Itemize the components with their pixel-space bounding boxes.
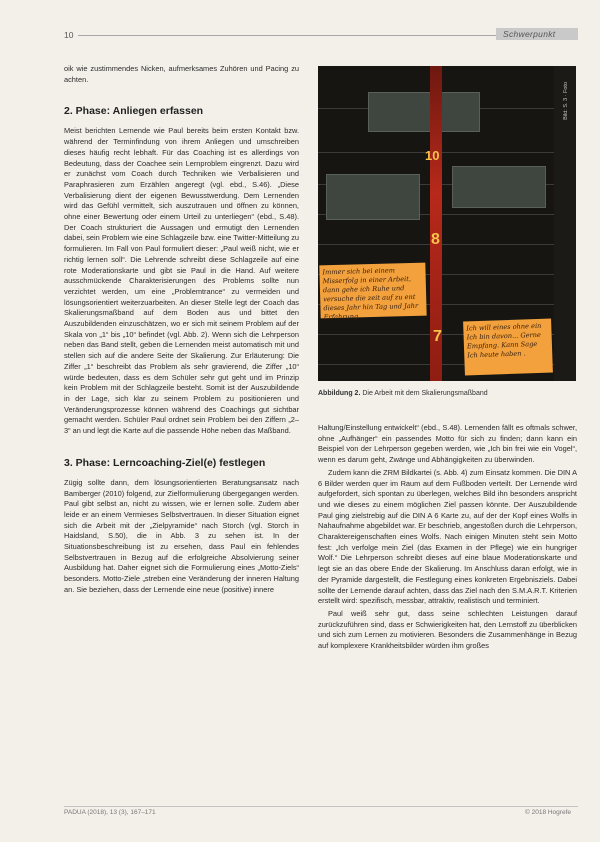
right-paragraph-3: Paul weiß sehr gut, dass seine schlechten Leistungen darauf zurückzuführen sind, dass er Schwierigkeiten hat, den Lernstoff zu überblicken und sich zum Lernen zu motivieren. Besonders die Zusammenhänge in Bezug auf komplexere Krankheitsbilder würden ihm großes xyxy=(318,608,577,651)
right-paragraph-1: Haltung/Einstellung entwickelt“ (ebd., S.48). Lernenden fällt es oftmals schwer, ohne „Aufhänger“ ein passendes Motto für sich zu finden; dann kann ein Beispiel von der Lehrperson gegeben werden, wie „Ich bin frei wie ein Vogel“, wenn es darum geht, Zwänge und Abhängigkeiten zu überwinden. xyxy=(318,423,577,465)
caption-label: Abbildung 2. xyxy=(318,390,361,397)
footer-publisher: © 2018 Hogrefe xyxy=(525,809,571,816)
footer-citation: PADUA (2018), 13 (3), 167–171 xyxy=(64,809,156,816)
right-paragraph-2: Zudem kann die ZRM Bildkartei (s. Abb. 4) zum Einsatz kommen. Die DIN A 6 Bilder werden quer im Raum auf dem Fußboden verteilt. Der Lernende wird aufgefordert, sich spontan zu überlegen, welches Bild ihn besonders anspricht und wie dieses zu einem möglichen Ziel passen könnte. Der Auszubildende Paul ging zielstrebig auf die DIN A 6 Karte zu, auf der der Kopf eines Wolfs in Nahaufnahme abgebildet war. Er beschrieb, angestoßen durch die Lehrperson, Charaktereigenschaften eines Wolfs. Nach einigen Minuten steht sein Motto fest: „Ich verfolge mein Ziel (das Examen in der Pflege) wie ein hungriger Wolf.“ Die Lehrperson schreibt dieses auf eine blaue Moderationskarte und legt sie an das obere Ende der Skalierung. Im Anschluss daran erfolgt, wie in der Pyramide dargestellt, die Festlegung eines konkreten Ergebnisziels. Dabei sollte der Lernende darauf achten, dass das Ziel nach den S.M.A.R.T. Kriterien erstellt wird: spezifisch, messbar, attraktiv, realistisch und terminiert. xyxy=(318,467,577,606)
orange-note-left: Immer sich bei einem Misserfolg in einer Arbeit, dann gehe ich Ruhe und versuche die zeit auf zu ent dieses Jahr hin Tag und Jahr Erfahrung xyxy=(319,263,426,319)
orange-note-right: Ich will eines ohne ein Ich bin davon... Gerne Empfang. Kann Sage Ich heute haben . xyxy=(463,318,553,375)
section-title: Schwerpunkt xyxy=(503,29,556,39)
scale-number-7: 7 xyxy=(433,328,442,345)
card-left xyxy=(326,174,420,220)
header-rule xyxy=(78,35,496,36)
card-right xyxy=(452,166,546,208)
figure-caption xyxy=(318,390,488,397)
caption-text: Die Arbeit mit dem Skalierungsmaßband xyxy=(362,390,488,397)
footer-rule xyxy=(64,806,578,807)
figure-photo xyxy=(318,66,554,381)
section-2-paragraph: Meist berichten Lernende wie Paul bereits beim ersten Kontakt bzw. während der Terminfindung von ihrem Anliegen und umschreiben dieses häufig recht lebhaft. Für das Coaching ist es allerdings von Bedeutung, dass der Coachee sein Lernproblem eingrenzt. Dazu wird er zunächst vom Coach durch Techniken wie Verbalisieren und Paraphrasieren zum Erzählen angeregt (vgl. ebd., S.46). „Diese Verbalisierung dient der eigenen Bewusstwerdung. Dem Lernenden wird das Gefühl vermittelt, sich auszutrauen und öffnen zu können, ohne einer Bewertung oder einem Urteil zu unterliegen“ (ebd., S.48). Der Coach strukturiert die Aussagen und ermutigt den Lernenden dabei, sein Problem wie eine Schlagzeile bzw. eine Twitter-Mitteilung zu formulieren. Im Fall von Paul formuliert dieser: „Paul weiß nicht, wie er richtig lernen soll“. Die Lehrende schreibt diese Schlagzeile auf eine rote Moderationskarte und gibt sie Paul in die Hand. Auf weitere ausschmückende Charakterisierungen des Problems sollte nun verzichtet werden, um eine „Problemtrance“ zu vermeiden und lösungsorientiert weiterzuarbeiten. An dieser Stelle legt der Coach das Skalierungsmaßband auf dem Boden aus und bittet den Auszubildenden einzuschätzen, wo er sich mit seinem Problem auf der Skala von „1“ bis „10“ befindet (vgl. Abb. 2). Wenn sich die Lehrperson neben das Band stellt, geben die Lernenden meist automatisch mit und stellen sich auf die andere Seite der Skalierung. Zur Erläuterung: Die Ziffer „1“ beschreibt das Problem als sehr gravierend, die Ziffer „10“ würde bedeuten, dass es dem Schüler sehr gut geht und im Prinzip kein Problem mit der Schlagzeile besteht. Somit ist der Auszubildende in der Lage, sich klar zu seinem Problem zu positionieren und Veränderungsprozesse können während des Coachings gut sichtbar gemacht werden. Schüler Paul ordnet sein Problem bei den Ziffern „2–3“ an und legt die Karte auf die passende Höhe neben das Maßband. xyxy=(64,126,299,436)
left-column xyxy=(64,64,299,598)
right-column xyxy=(318,423,577,654)
section-2-heading: 2. Phase: Anliegen erfassen xyxy=(64,105,204,118)
scale-number-10: 10 xyxy=(425,148,440,163)
section-3-heading: 3. Phase: Lerncoaching-Ziel(e) festlegen xyxy=(64,456,266,469)
figure-credit: Bild: S. 3 · Foto xyxy=(563,82,569,120)
section-3-paragraph: Zügig sollte dann, dem lösungsorientierten Beratungsansatz nach Bamberger (2010) folgend, zur Zielformulierung übergegangen werden. Paul gibt selbst an, nicht zu wissen, wie er lernen solle. Zudem aber leide er an einem Vermieses Selbstvertrauen. In dieser Situation eignet sich die Arbeit mit der „Zielpyramide“ nach Storch (vgl. Storch in Haidsland, S.50), die in Abb. 3 zu sehen ist. In der Situationsbeschreibung ist zu ersehen, dass Paul ein fehlendes Selbstvertrauen in Bezug auf die erfolgreiche Absolvierung seiner Ausbildung hat. Daher eignet sich die Formulierung eines „Motto-Ziels“ besonders. Motto-Ziele „streben eine Veränderung der inneren Haltung an. Sie beziehen, dass der Lernende eine neue (positive) innere xyxy=(64,477,299,594)
blue-moderation-card xyxy=(368,92,480,132)
page-number: 10 xyxy=(64,30,74,40)
scale-number-8: 8 xyxy=(431,231,440,248)
intro-paragraph: oik wie zustimmendes Nicken, aufmerksames Zuhören und Pacing zu achten. xyxy=(64,64,299,84)
